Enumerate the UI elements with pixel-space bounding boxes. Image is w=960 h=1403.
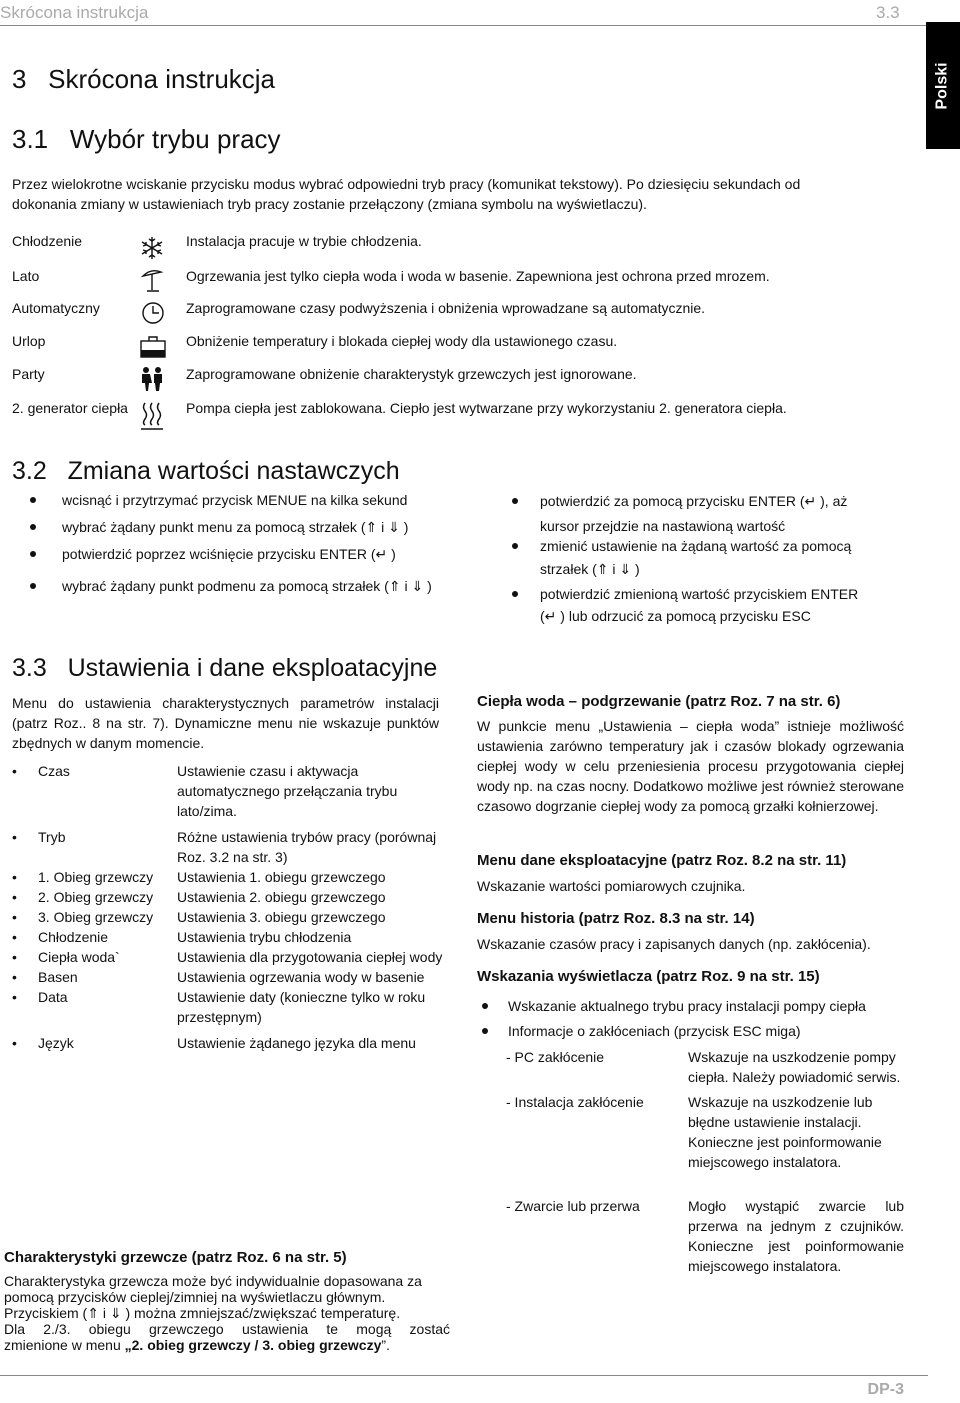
fault-name: - Instalacja zakłócenie [506, 1094, 644, 1110]
bullet-icon: • [12, 1035, 17, 1051]
section-3-1-title: 3.1 Wybór trybu pracy [12, 124, 281, 154]
me-title: Menu dane eksploatacyjne (patrz Roz. 8.2 na str. 11) [477, 852, 847, 869]
mode-name: Automatyczny [12, 300, 100, 316]
settings-intro: Menu do ustawienia charakterystycznych parametrów instalacji (patrz Roz.. 8 na str. 7). Dynamiczne menu nie wskazuje punktów zbędnych w danym momencie. [12, 695, 439, 751]
char-title: Charakterystyki grzewcze (patrz Roz. 6 na str. 5) [4, 1249, 347, 1266]
header-section-number: 3.3 [876, 3, 900, 22]
bullet-icon: • [12, 929, 17, 945]
list-item: Wskazanie aktualnego trybu pracy instalacji pompy ciepła [508, 998, 866, 1014]
list-item: potwierdzić poprzez wciśnięcie przycisku ENTER (↵ ) [62, 546, 396, 562]
chapter-title: 3 Skrócona instrukcja [12, 64, 276, 94]
item-desc: Ustawienia 3. obiegu grzewczego [177, 909, 386, 925]
snowflake-icon [137, 234, 167, 262]
item-desc: Ustawienia trybu chłodzenia [177, 929, 352, 945]
bullet-icon: • [12, 889, 17, 905]
bullet-icon [512, 543, 518, 549]
item-name: Czas [38, 763, 70, 779]
list-item: Informacje o zakłóceniach (przycisk ESC miga) [508, 1023, 801, 1039]
char-text: Charakterystyka grzewcza może być indywidualnie dopasowana za pomocą przycisków cieplej/zimniej na wyświetlaczu głównym. Przyciskiem (⇑ i ⇓ ) można zmniejszać/zwiększać temperaturę. Dla 2./3. obiegu grzewczego ustawienia te mogą zostać zmienione w menu „2. obieg grzewczy / 3. obieg grzewczy”. [4, 1273, 450, 1353]
section-3-2-title: 3.2 Zmiana wartości nastawczych [12, 457, 400, 485]
bullet-icon [482, 1003, 488, 1009]
bullet-icon: • [12, 989, 17, 1005]
wy-title: Wskazania wyświetlacza (patrz Roz. 9 na str. 15) [477, 968, 820, 985]
list-item: zmienić ustawienie na żądaną wartość za pomocą [540, 538, 852, 554]
mode-desc: Zaprogramowane obniżenie charakterystyk grzewczych jest ignorowane. [186, 366, 637, 382]
clock-icon [137, 299, 167, 327]
intro-line-2: dokonania zmiany w ustawieniach tryb pracy zostanie przełączony (zmiana symbolu na wyświetlaczu). [12, 196, 647, 212]
me-text: Wskazanie wartości pomiarowych czujnika. [477, 878, 746, 894]
mode-desc: Instalacja pracuje w trybie chłodzenia. [186, 233, 422, 249]
item-desc: Różne ustawienia trybów pracy (porównaj Roz. 3.2 na str. 3) [177, 829, 437, 865]
item-name: Tryb [38, 829, 66, 845]
mh-text: Wskazanie czasów pracy i zapisanych danych (np. zakłócenia). [477, 936, 871, 952]
intro-line-1: Przez wielokrotne wciskanie przycisku modus wybrać odpowiedni tryb pracy (komunikat tekstowy). Po dziesięciu sekundach od [12, 176, 801, 192]
item-desc: Ustawienia 2. obiegu grzewczego [177, 889, 386, 905]
language-tab: Polski [926, 22, 960, 149]
item-desc: Ustawienia ogrzewania wody w basenie [177, 969, 425, 985]
bullet-icon [512, 591, 518, 597]
item-name: 2. Obieg grzewczy [38, 889, 154, 905]
bullet-icon [512, 498, 518, 504]
list-item: (↵ ) lub odrzucić za pomocą przycisku ESC [540, 608, 811, 624]
mode-desc: Ogrzewania jest tylko ciepła woda i woda w basenie. Zapewniona jest ochrona przed mrozem. [186, 268, 770, 284]
mode-desc: Zaprogramowane czasy podwyższenia i obniżenia wprowadzane są automatycznie. [186, 300, 706, 316]
bullet-icon: • [12, 909, 17, 925]
item-name: 1. Obieg grzewczy [38, 869, 154, 885]
page-footer [0, 1375, 928, 1403]
item-name: Ciepła woda` [38, 949, 120, 965]
mode-name: Chłodzenie [12, 233, 83, 249]
fault-desc: Wskazuje na uszkodzenie pompy ciepła. Należy powiadomić serwis. [688, 1049, 901, 1085]
suitcase-icon [137, 332, 167, 360]
section-3-3-title: 3.3 Ustawienia i dane eksploatacyjne [12, 654, 438, 682]
item-desc: Ustawienia dla przygotowania ciepłej wody [177, 949, 443, 965]
bullet-icon: • [12, 829, 17, 845]
mode-name: Lato [12, 268, 40, 284]
list-item: wybrać żądany punkt podmenu za pomocą strzałek (⇑ i ⇓ ) [62, 578, 432, 594]
item-name: Data [38, 989, 68, 1005]
item-desc: Ustawienia 1. obiegu grzewczego [177, 869, 386, 885]
fault-desc: Mogło wystąpić zwarcie lub przerwa na jednym z czujników. Konieczne jest poinformowanie miejscowego instalatora. [688, 1198, 904, 1274]
item-name: Basen [38, 969, 78, 985]
list-item: kursor przejdzie na nastawioną wartość [540, 518, 786, 534]
bullet-icon: • [12, 869, 17, 885]
bullet-icon: • [12, 763, 17, 779]
cw-text: W punkcie menu „Ustawienia – ciepła woda” istnieje możliwość ustawienia zarówno temperatury jak i czasów blokady ogrzewania ciepłej wody w celu przeniesienia procesu przygotowania ciepłej wody np. na czas nocny. Dodatkowo możliwe jest również sterowane czasowo dogrzanie ciepłej wody za pomocą grzałki kołnierzowej. [477, 718, 904, 814]
mode-name: Urlop [12, 333, 46, 349]
list-item: wybrać żądany punkt menu za pomocą strzałek (⇑ i ⇓ ) [62, 519, 409, 535]
mode-desc: Pompa ciepła jest zablokowana. Ciepło jest wytwarzane przy wykorzystaniu 2. generatora ciepła. [186, 400, 787, 416]
page-number: DP-3 [867, 1381, 904, 1398]
list-item: potwierdzić za pomocą przycisku ENTER (↵ ), aż [540, 493, 848, 509]
bullet-icon [30, 583, 36, 589]
mode-name: Party [12, 366, 45, 382]
mode-desc: Obniżenie temperatury i blokada ciepłej wody dla ustawionego czasu. [186, 333, 618, 349]
item-name: 3. Obieg grzewczy [38, 909, 154, 925]
cw-title: Ciepła woda – podgrzewanie (patrz Roz. 7 na str. 6) [477, 693, 841, 710]
fault-name: - Zwarcie lub przerwa [506, 1198, 640, 1214]
item-desc: Ustawienie czasu i aktywacja automatycznego przełączania trybu lato/zima. [177, 763, 398, 819]
item-desc: Ustawienie żądanego języka dla menu [177, 1035, 416, 1051]
umbrella-icon [137, 266, 167, 294]
page-header [0, 0, 928, 26]
list-item: potwierdzić zmienioną wartość przyciskiem ENTER [540, 586, 859, 602]
mh-title: Menu historia (patrz Roz. 8.3 na str. 14) [477, 910, 755, 927]
heat-waves-icon [137, 399, 167, 431]
item-desc: Ustawienie daty (konieczne tylko w roku przestępnym) [177, 989, 426, 1025]
party-icon [137, 365, 167, 393]
list-item: strzałek (⇑ i ⇓ ) [540, 561, 640, 577]
bullet-icon [30, 551, 36, 557]
bullet-icon [30, 497, 36, 503]
item-name: Język [38, 1035, 74, 1051]
bullet-icon [30, 524, 36, 530]
settings-list [12, 761, 452, 1053]
fault-name: - PC zakłócenie [506, 1049, 605, 1065]
item-name: Chłodzenie [38, 929, 109, 945]
bullet-icon: • [12, 949, 17, 965]
bullet-icon: • [12, 969, 17, 985]
bullet-icon [482, 1028, 488, 1034]
header-title: Skrócona instrukcja [0, 3, 149, 22]
fault-desc: Wskazuje na uszkodzenie lub błędne ustawienie instalacji. Konieczne jest poinformowanie miejscowego instalatora. [688, 1094, 882, 1170]
list-item: wcisnąć i przytrzymać przycisk MENUE na kilka sekund [62, 492, 408, 508]
mode-name: 2. generator ciepła [12, 400, 128, 416]
